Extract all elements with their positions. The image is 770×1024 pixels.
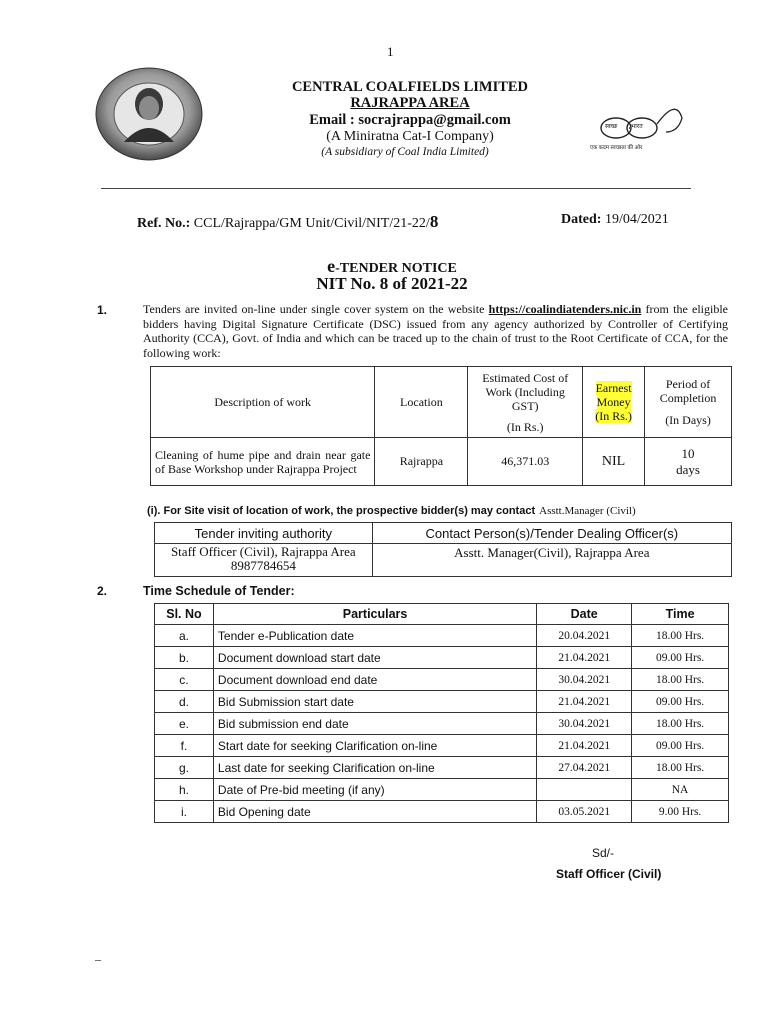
row-date <box>537 779 632 801</box>
period-line-2: Completion <box>659 391 717 405</box>
area-name: RAJRAPPA AREA <box>350 95 470 111</box>
date-label: Dated: <box>561 212 602 227</box>
header-divider <box>101 188 691 189</box>
header-period <box>645 367 732 438</box>
header-earnest-money <box>583 367 645 438</box>
contact-header-authority: Tender inviting authority <box>155 523 373 544</box>
schedule-header-row <box>155 604 729 625</box>
row-date: 30.04.2021 <box>537 669 632 691</box>
contact-table <box>154 522 732 577</box>
company-category: (A Miniratna Cat-I Company) <box>326 129 494 144</box>
ref-value: CCL/Rajrappa/GM Unit/Civil/NIT/21-22/ <box>193 216 430 231</box>
authority-phone: 8987784654 <box>230 558 296 573</box>
row-date: 27.04.2021 <box>537 757 632 779</box>
row-particular: Document download end date <box>213 669 536 691</box>
table-row <box>155 757 729 779</box>
site-visit-note <box>147 501 636 519</box>
table-row <box>155 625 729 647</box>
schedule-header-particulars: Particulars <box>213 604 536 625</box>
table-row <box>155 735 729 757</box>
row-particular: Last date for seeking Clarification on-line <box>213 757 536 779</box>
work-emd: NIL <box>583 438 645 486</box>
row-sl: b. <box>155 647 214 669</box>
contact-header-person: Contact Person(s)/Tender Dealing Officer(s) <box>372 523 731 544</box>
swachh-left-text: स्वच्छ <box>605 124 618 130</box>
cost-line-2: Work (Including <box>485 384 565 399</box>
row-particular: Bid Opening date <box>213 801 536 823</box>
period-line-1: Period of <box>665 377 711 391</box>
ref-number: 8 <box>429 212 439 231</box>
period-line-3: (In Days) <box>665 413 711 427</box>
emd-line-2: Money <box>596 395 631 409</box>
row-sl: h. <box>155 779 214 801</box>
row-sl: d. <box>155 691 214 713</box>
schedule-header-time: Time <box>632 604 729 625</box>
work-period <box>645 438 732 486</box>
work-details-table <box>150 366 732 486</box>
row-particular: Date of Pre-bid meeting (if any) <box>213 779 536 801</box>
row-particular: Start date for seeking Clarification on-line <box>213 735 536 757</box>
row-time: 09.00 Hrs. <box>632 647 729 669</box>
header-estimated-cost <box>468 367 583 438</box>
schedule-header-sl: Sl. No <box>155 604 214 625</box>
table-row <box>155 801 729 823</box>
time-schedule-table <box>154 603 729 823</box>
row-time: 18.00 Hrs. <box>632 757 729 779</box>
row-sl: e. <box>155 713 214 735</box>
header-description: Description of work <box>151 367 375 438</box>
row-particular: Tender e-Publication date <box>213 625 536 647</box>
row-time: 18.00 Hrs. <box>632 625 729 647</box>
authority-line-1: Staff Officer (Civil), Rajrappa Area <box>170 544 356 559</box>
row-sl: c. <box>155 669 214 691</box>
row-time: 09.00 Hrs. <box>632 735 729 757</box>
swachh-right-text: भारत <box>631 124 643 130</box>
schedule-header-date: Date <box>537 604 632 625</box>
table-row <box>155 779 729 801</box>
footer-mark: – <box>95 952 101 966</box>
cost-line-3: GST) <box>511 398 539 413</box>
work-location: Rajrappa <box>375 438 468 486</box>
company-seal-logo <box>94 66 204 162</box>
work-description: Cleaning of hume pipe and drain near gate of Base Workshop under Rajrappa Project <box>151 438 375 486</box>
para1-text-before: Tenders are invited on-line under single cover system on the website <box>143 302 489 316</box>
ref-date <box>561 212 669 228</box>
subsidiary-note: (A subsidiary of Coal India Limited) <box>321 146 489 158</box>
schedule-heading: Time Schedule of Tender: <box>143 584 295 598</box>
row-sl: f. <box>155 735 214 757</box>
cost-line-4: (In Rs.) <box>506 419 544 434</box>
row-particular: Bid Submission start date <box>213 691 536 713</box>
notice-title-rest: -TENDER NOTICE <box>335 261 457 276</box>
row-time: 18.00 Hrs. <box>632 713 729 735</box>
table-row <box>155 647 729 669</box>
para2-number: 2. <box>97 584 108 598</box>
nit-number: NIT No. 8 of 2021-22 <box>316 274 468 293</box>
contact-email: Email : socrajrappa@gmail.com <box>309 112 511 128</box>
period-unit: days <box>676 461 700 477</box>
row-sl: a. <box>155 625 214 647</box>
row-date: 21.04.2021 <box>537 735 632 757</box>
emd-line-1: Earnest <box>595 381 632 395</box>
row-time: 9.00 Hrs. <box>632 801 729 823</box>
row-time: 18.00 Hrs. <box>632 669 729 691</box>
date-value: 19/04/2021 <box>604 212 669 227</box>
row-time: 09.00 Hrs. <box>632 691 729 713</box>
row-date: 20.04.2021 <box>537 625 632 647</box>
signature-officer: Staff Officer (Civil) <box>556 867 662 881</box>
row-particular: Document download start date <box>213 647 536 669</box>
row-date: 30.04.2021 <box>537 713 632 735</box>
reference-number <box>137 212 438 232</box>
ref-label: Ref. No.: <box>137 216 191 231</box>
company-name: CENTRAL COALFIELDS LIMITED <box>291 79 529 95</box>
table-row <box>155 691 729 713</box>
row-date: 21.04.2021 <box>537 691 632 713</box>
signature-sd: Sd/- <box>592 846 615 860</box>
site-visit-label: (i). For Site visit of location of work, the prospective bidder(s) may contact <box>147 505 536 517</box>
contact-person-value: Asstt. Manager(Civil), Rajrappa Area <box>372 544 731 577</box>
header-location: Location <box>375 367 468 438</box>
row-date: 21.04.2021 <box>537 647 632 669</box>
cost-line-1: Estimated Cost of <box>482 370 569 385</box>
para1-text <box>143 302 728 360</box>
row-sl: i. <box>155 801 214 823</box>
para1-text-after: from the eligible bidders having Digital Signature Certificate (DSC) issued from any agency authorized by Controller of Certifying Authority (CCA), Govt. of India and which can be traced up to the chain of trust to the Root Certificate of CCA, for the following work: <box>143 302 729 360</box>
table-row <box>155 669 729 691</box>
tender-website-link[interactable]: https://coalindiatenders.nic.in <box>488 302 642 316</box>
table-row <box>155 713 729 735</box>
work-table-header <box>151 367 732 438</box>
page-number: 1 <box>387 44 394 59</box>
row-date: 03.05.2021 <box>537 801 632 823</box>
emd-line-3: (In Rs.) <box>595 409 632 423</box>
site-visit-contact: Asstt.Manager (Civil) <box>539 505 636 517</box>
work-cost: 46,371.03 <box>468 438 583 486</box>
row-sl: g. <box>155 757 214 779</box>
contact-authority-value <box>155 544 373 577</box>
row-particular: Bid submission end date <box>213 713 536 735</box>
period-value: 10 <box>681 445 695 461</box>
swachh-tagline: एक कदम स्वच्छता की ओर <box>590 145 643 151</box>
work-table-row <box>151 438 732 486</box>
row-time: NA <box>632 779 729 801</box>
notice-title-prefix: e <box>327 256 336 276</box>
para1-number: 1. <box>97 303 108 317</box>
